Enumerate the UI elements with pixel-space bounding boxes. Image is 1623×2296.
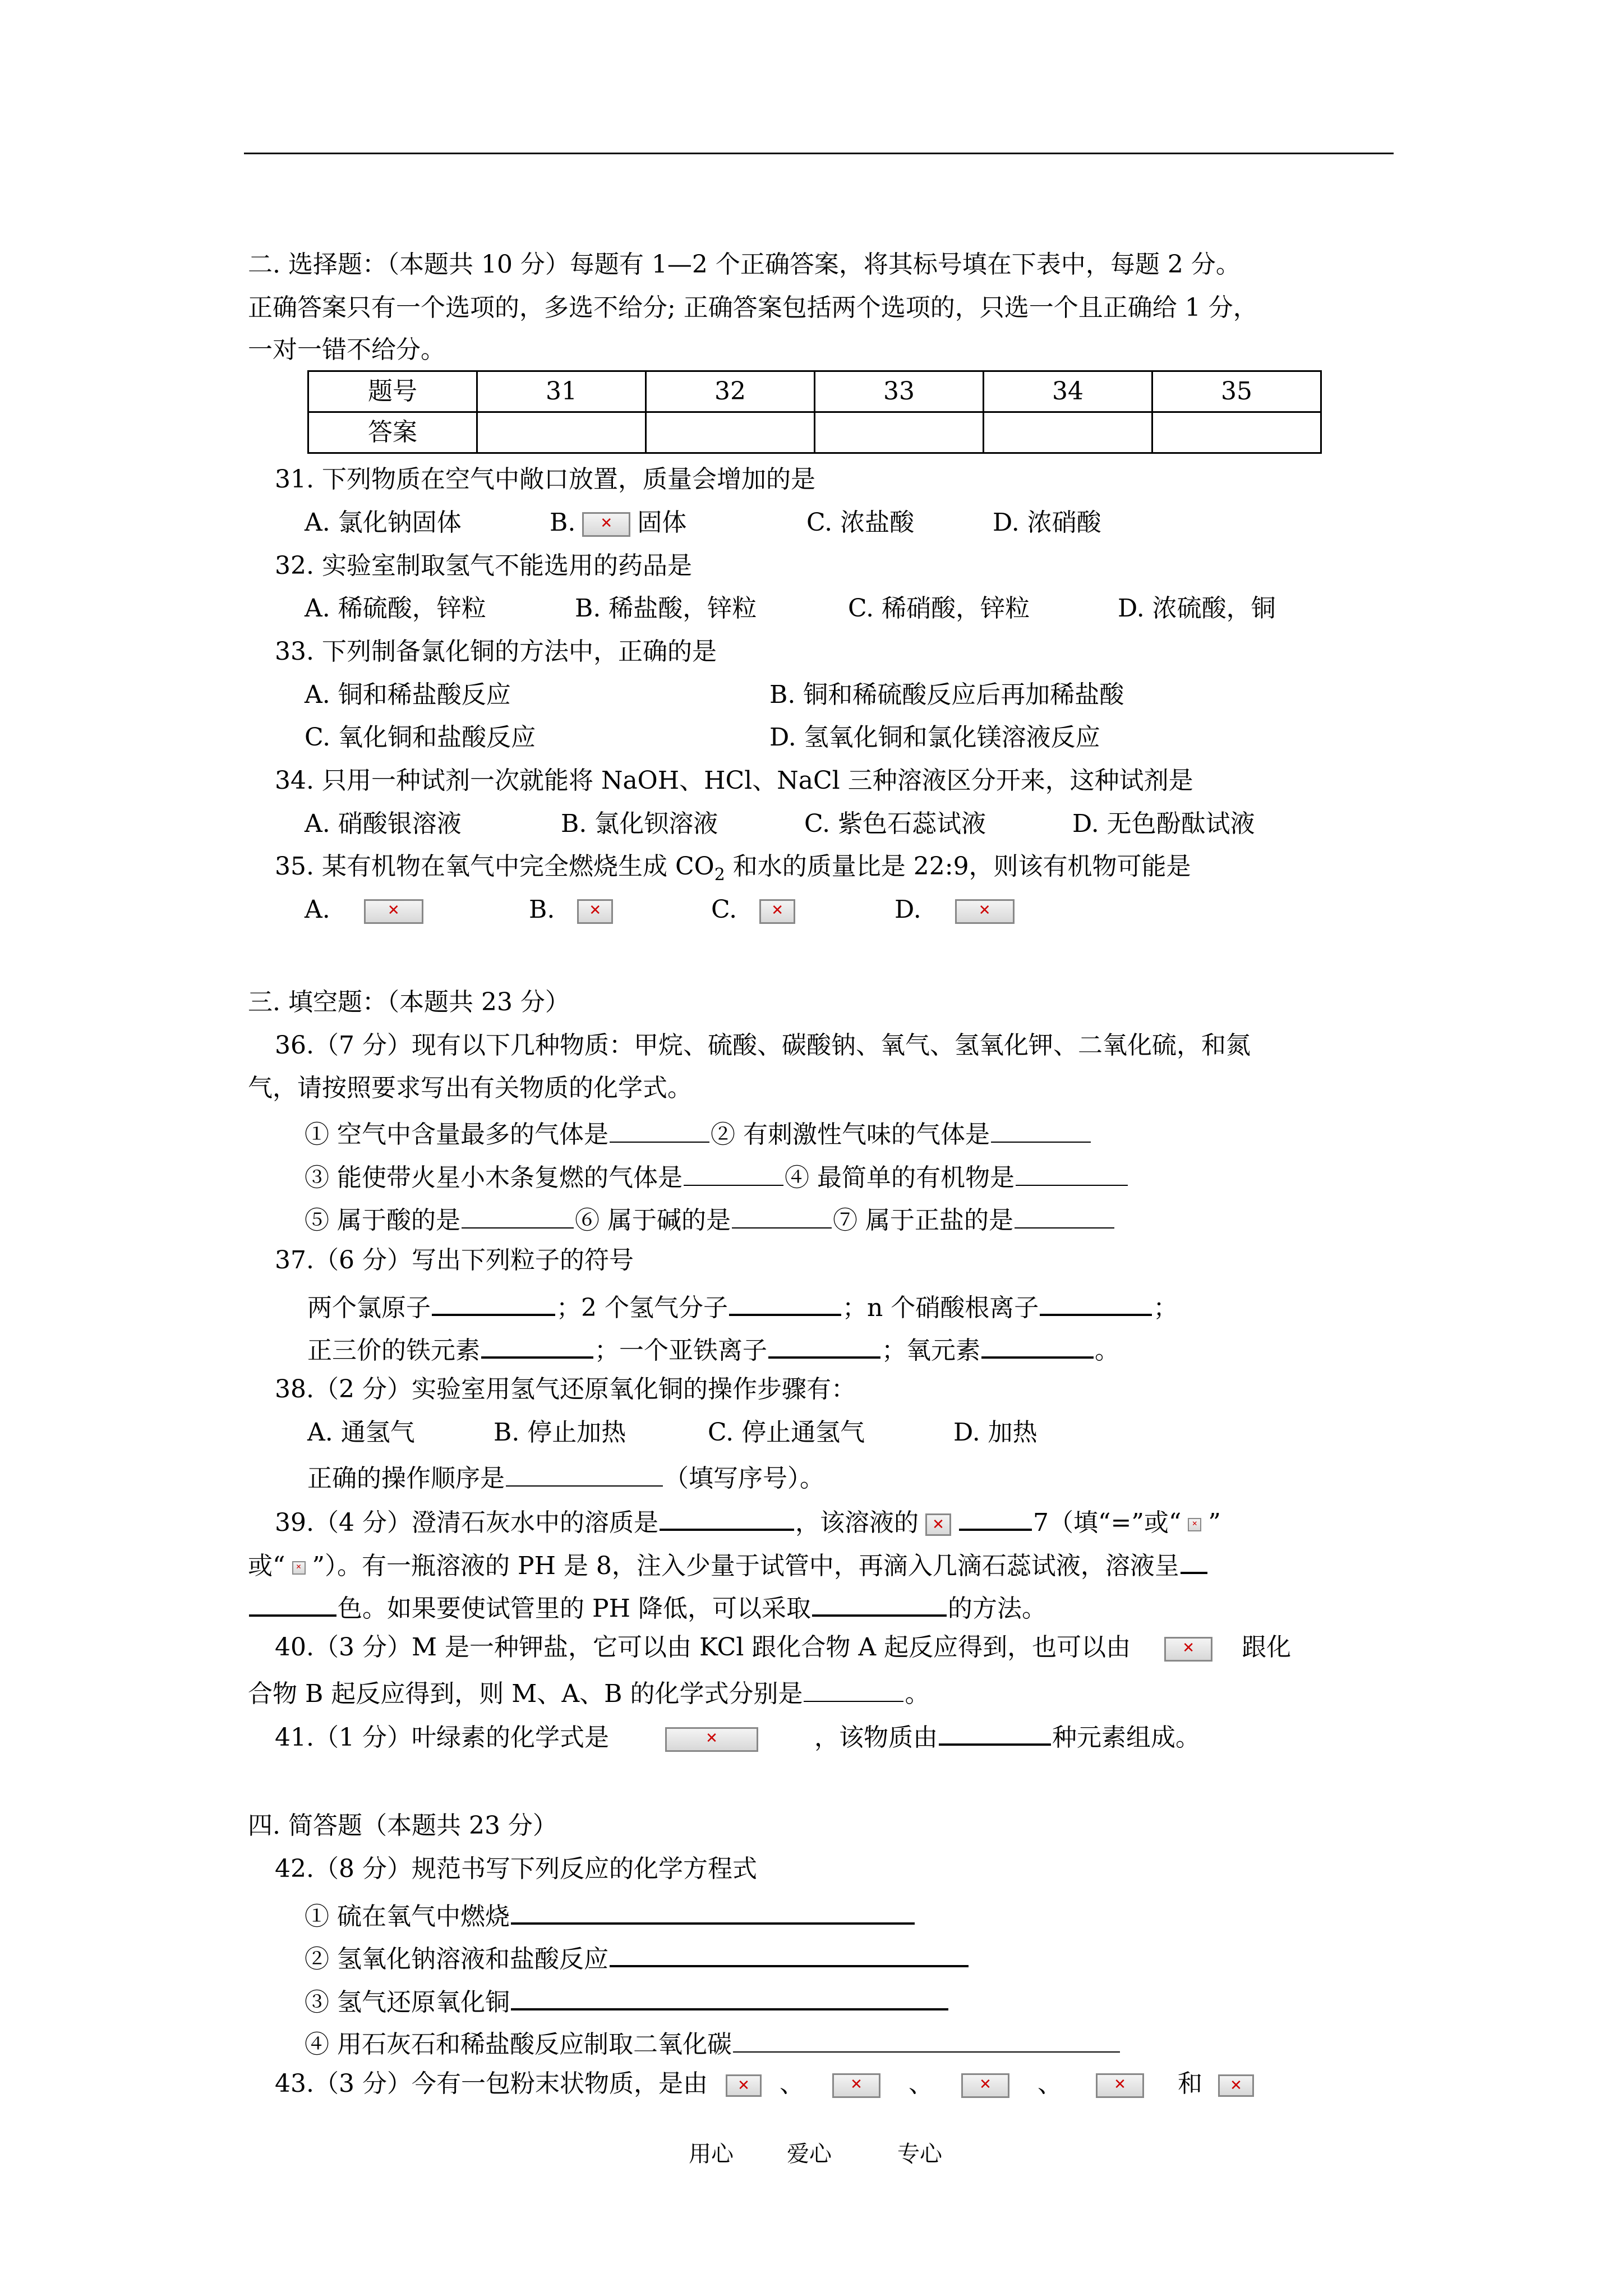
q33-option-d: D. 氢氧化铜和氯化镁溶液反应: [769, 723, 1100, 752]
answer-table-number: 31: [477, 371, 646, 412]
broken-image-icon: [832, 2073, 880, 2098]
q42-item1: ① 硫在氧气中燃烧: [305, 1900, 916, 1929]
header-rule: [244, 153, 1394, 154]
answer-table-number: 35: [1152, 371, 1321, 412]
q38-option-c: C. 停止通氢气: [708, 1418, 865, 1447]
answer-blank[interactable]: [684, 1162, 783, 1186]
answer-blank[interactable]: [812, 1592, 947, 1617]
broken-image-icon: [582, 512, 630, 537]
section2-intro-line1: 二. 选择题：（本题共 10 分）每题有 1—2 个正确答案，将其标号填在下表中，每题 2 分。: [248, 250, 1241, 279]
section2-intro-line3: 一对一错不给分。: [248, 335, 445, 364]
answer-cell[interactable]: [477, 412, 646, 453]
q32-option-b: B. 稀盐酸，锌粒: [575, 594, 757, 623]
answer-blank[interactable]: [1015, 1205, 1114, 1228]
q42-item4: ④ 用石灰石和稀盐酸反应制取二氧化碳: [305, 2029, 1121, 2057]
answer-cell[interactable]: [1152, 412, 1321, 453]
answer-blank[interactable]: [768, 1334, 880, 1359]
q31-option-b: B.✕ 固体: [550, 510, 686, 537]
answer-blank[interactable]: [481, 1334, 593, 1359]
broken-image-icon: [1218, 2074, 1254, 2097]
answer-blank[interactable]: [249, 1592, 336, 1617]
answer-cell[interactable]: [815, 412, 984, 453]
q39-line3: 色。如果要使试管里的 PH 降低，可以采取 的方法。: [248, 1592, 1046, 1621]
section3-title: 三. 填空题：（本题共 23 分）: [248, 988, 570, 1016]
q43-line: 43.（3 分）今有一包粉末状物质，是由✕ 、✕ 、✕ 、✕ 和✕: [275, 2072, 1270, 2098]
broken-image-icon: [364, 899, 423, 924]
answer-blank[interactable]: [959, 1506, 1032, 1531]
answer-table-answer-label: 答案: [308, 412, 477, 453]
q39-line2: 或“✕ ”）。有一瓶溶液的 PH 是 8，注入少量于试管中，再滴入几滴石蕊试液，溶液呈: [248, 1549, 1209, 1579]
answer-table-number: 34: [984, 371, 1152, 412]
q32-option-c: C. 稀硝酸，锌粒: [848, 594, 1030, 623]
answer-blank[interactable]: [981, 1334, 1094, 1359]
answer-cell[interactable]: [984, 412, 1152, 453]
q34-option-c: C. 紫色石蕊试液: [804, 809, 986, 838]
q31-option-c: C. 浓盐酸: [806, 508, 915, 537]
q38-stem: 38.（2 分）实验室用氢气还原氧化铜的操作步骤有：: [275, 1375, 856, 1404]
q35-stem: 35. 某有机物在氧气中完全燃烧生成 $CO_2$ 和水的质量比是 22:9，则该有机物可能是: [275, 852, 1191, 885]
answer-table-number: 32: [646, 371, 815, 412]
answer-blank[interactable]: [732, 1205, 832, 1228]
answer-blank[interactable]: [991, 1119, 1091, 1143]
q42-item2: ② 氢氧化钠溶液和盐酸反应: [305, 1943, 970, 1972]
broken-image-icon: [1164, 1637, 1212, 1662]
q40-line1: 40.（3 分）M 是一种钾盐，它可以由 KCl 跟化合物 A 起反应得到，也可以由✕ 跟化: [275, 1635, 1291, 1662]
q36-line2: 气，请按照要求写出有关物质的化学式。: [248, 1074, 692, 1102]
q38-order: 正确的操作顺序是 （填写序号）。: [307, 1464, 824, 1493]
q40-line2: 合物 B 起反应得到，则 M、A、B 的化学式分别是 。: [248, 1680, 930, 1708]
q38-option-d: D. 加热: [953, 1418, 1038, 1447]
broken-image-icon: [925, 1513, 951, 1536]
q42-stem: 42.（8 分）规范书写下列反应的化学方程式: [275, 1855, 757, 1883]
footer-text-2: 爱心: [787, 2141, 832, 2167]
q41-line: 41.（1 分）叶绿素的化学式是✕ ，该物质由 种元素组成。: [275, 1721, 1200, 1752]
q39-line1: 39.（4 分）澄清石灰水中的溶质是 ，该溶液的✕ 7（填“=”或“✕ ”: [275, 1506, 1221, 1536]
broken-image-icon: [961, 2073, 1009, 2098]
broken-image-icon: [292, 1561, 306, 1575]
broken-image-icon: [665, 1727, 758, 1752]
answer-blank[interactable]: [1181, 1549, 1207, 1574]
answer-blank[interactable]: [939, 1721, 1051, 1746]
broken-image-icon: [726, 2074, 762, 2097]
section4-title: 四. 简答题（本题共 23 分）: [248, 1811, 557, 1840]
q38-option-b: B. 停止加热: [494, 1418, 626, 1447]
broken-image-icon: [759, 899, 795, 924]
footer-text-3: 专心: [897, 2141, 942, 2167]
q35-option-a: A.✕: [305, 898, 430, 924]
q32-stem: 32. 实验室制取氢气不能选用的药品是: [275, 551, 692, 580]
answer-blank[interactable]: [610, 1119, 709, 1143]
q33-option-b: B. 铜和稀硫酸反应后再加稀盐酸: [769, 680, 1124, 709]
q32-option-d: D. 浓硫酸，铜: [1118, 594, 1276, 623]
answer-table-answer-row: [308, 412, 1321, 453]
answer-table-number: 33: [815, 371, 984, 412]
q42-item3: ③ 氢气还原氧化铜: [305, 1986, 949, 2015]
answer-blank[interactable]: [462, 1205, 574, 1228]
q32-option-a: A. 稀硫酸，锌粒: [305, 594, 486, 623]
answer-cell[interactable]: [646, 412, 815, 453]
q31-option-a: A. 氯化钠固体: [305, 508, 462, 537]
answer-blank[interactable]: [804, 1678, 903, 1702]
answer-table-header-label: 题号: [308, 371, 477, 412]
q36-row2: ③ 能使带火星小木条复燃的气体是 ④ 最简单的有机物是: [305, 1162, 1129, 1190]
q35-option-b: B.✕: [529, 898, 620, 924]
broken-image-icon: [1096, 2073, 1144, 2098]
answer-blank[interactable]: [1040, 1291, 1152, 1316]
q31-option-d: D. 浓硝酸: [993, 508, 1101, 537]
q36-row3: ⑤ 属于酸的是 ⑥ 属于碱的是 ⑦ 属于正盐的是: [305, 1205, 1115, 1233]
q34-stem: 34. 只用一种试剂一次就能将 NaOH、HCl、NaCl 三种溶液区分开来，这种试剂是: [275, 766, 1193, 795]
q34-option-a: A. 硝酸银溶液: [305, 809, 462, 838]
q37-stem: 37.（6 分）写出下列粒子的符号: [275, 1246, 634, 1274]
answer-table-header-row: [308, 371, 1321, 412]
broken-image-icon: [1188, 1518, 1201, 1531]
answer-blank[interactable]: [729, 1291, 841, 1316]
q34-option-d: D. 无色酚酞试液: [1072, 809, 1255, 838]
q33-stem: 33. 下列制备氯化铜的方法中，正确的是: [275, 637, 717, 666]
answer-blank[interactable]: [1016, 1162, 1128, 1186]
section2-intro-line2: 正确答案只有一个选项的，多选不给分; 正确答案包括两个选项的，只选一个且正确给 1 分，: [248, 293, 1258, 322]
answer-blank[interactable]: [506, 1463, 663, 1487]
q37-row1: 两个氯原子 ；2 个氢气分子 ；n 个硝酸根离子 ；: [307, 1291, 1178, 1320]
q36-row1: ① 空气中含量最多的气体是 ② 有刺激性气味的气体是: [305, 1119, 1092, 1147]
answer-blank[interactable]: [511, 1986, 948, 2010]
broken-image-icon: [955, 899, 1015, 924]
q33-option-c: C. 氧化铜和盐酸反应: [305, 723, 536, 752]
q31-stem: 31. 下列物质在空气中敞口放置，质量会增加的是: [275, 465, 815, 494]
q37-row2: 正三价的铁元素 ；一个亚铁离子 ；氧元素 。: [307, 1334, 1119, 1363]
q33-option-a: A. 铜和稀盐酸反应: [305, 680, 511, 709]
answer-blank[interactable]: [660, 1506, 794, 1531]
footer-text-1: 用心: [689, 2141, 734, 2167]
answer-blank[interactable]: [511, 1900, 915, 1925]
answer-table: [307, 370, 1322, 454]
q35-option-c: C.✕: [711, 898, 802, 924]
answer-blank[interactable]: [432, 1291, 555, 1316]
answer-blank[interactable]: [733, 2029, 1120, 2053]
q38-option-a: A. 通氢气: [307, 1418, 415, 1447]
q35-option-d: D.✕: [895, 898, 1021, 924]
q36-line1: 36.（7 分）现有以下几种物质：甲烷、硫酸、碳酸钠、氧气、氢氧化钾、二氧化硫，和氮: [275, 1031, 1251, 1060]
answer-blank[interactable]: [610, 1943, 969, 1967]
broken-image-icon: [577, 899, 613, 924]
q34-option-b: B. 氯化钡溶液: [561, 809, 718, 838]
